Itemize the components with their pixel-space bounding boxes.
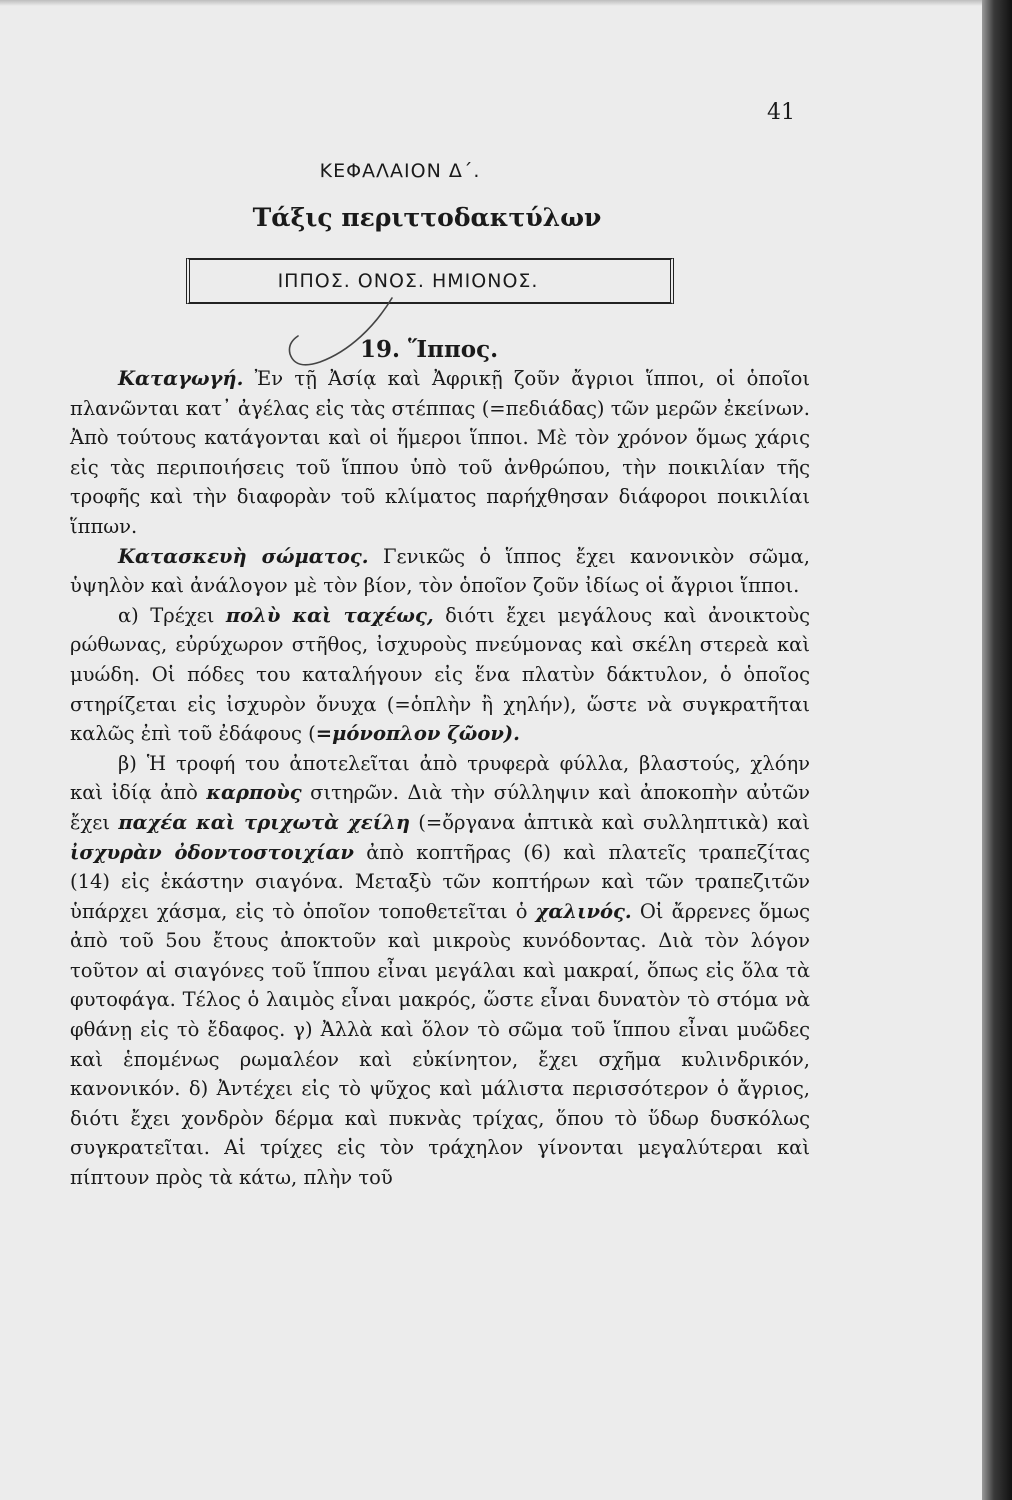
emphasis: =μόνοπλον ζῶον). [315,722,520,746]
text-run: διότι ἔχει μεγάλους καὶ ἀνοικτοὺς ρώθωνας, εὐρύχωρον στῆθος, ἰσχυροὺς πνεύμονας καὶ σκέλη στερεὰ καὶ μυώδη. Οἱ πόδες του καταλήγουν εἰς ἕνα πλατὺν δάκτυλον, ὁ ὁποῖος στηρίζεται εἰς ἰσχυρὸν ὄνυχα (=ὁπλὴν ἢ χηλήν), ὥστε νὰ συγκρατῆται καλῶς ἐπὶ τοῦ ἐδάφους ( [70,603,811,746]
emphasis: ἰσχυρὰν ὀδοντοστοιχίαν [70,840,354,864]
paragraph-feeding [70,749,810,1193]
page-top-edge [0,0,1012,6]
text-run: ἀπὸ κοπτῆρας (6) καὶ πλατεῖς τραπεζίτας (14) εἰς ἑκάστην σιαγόνα. Μεταξὺ τῶν κοπτήρων καὶ τῶν τραπεζιτῶν ὑπάρχει χάσμα, εἰς τὸ ὁποῖον τοποθετεῖται ὁ [70,840,810,923]
emphasis: παχέα καὶ τριχωτὰ χείλη [118,810,410,834]
chapter-heading: ΚΕΦΑΛΑΙΟΝ Δ΄. [319,160,481,182]
body-text [70,364,810,1193]
paragraph-head: Κατασκευὴ σώματος. [118,544,369,568]
paragraph-origin [70,364,810,542]
book-binding-shadow [982,0,1012,1500]
paragraph-running [70,601,810,749]
text-run: Οἱ ἄρρενες ὅμως ἀπὸ τοῦ 5ου ἔτους ἀποκτοῦν καὶ μικροὺς κυνόδοντας. Διὰ τὸν λόγον τοῦτον αἱ σιαγόνες τοῦ ἵππου εἶναι μεγάλαι καὶ μακραί, ὅπως εἰς ὅλα τὰ φυτοφάγα. Τέλος ὁ λαιμὸς εἶναι μακρός, ὥστε εἶναι δυνατὸν τὸ στόμα νὰ φθάνῃ εἰς τὸ ἔδαφος. γ) Ἀλλὰ καὶ ὅλον τὸ σῶμα τοῦ ἵππου εἶναι μυῶδες καὶ ἑπομένως ρωμαλέον καὶ εὐκίνητον, ἔχει σχῆμα κυλινδρικόν, κανονικόν. δ) Ἀντέχει εἰς τὸ ψῦχος καὶ μάλιστα περισσότερον ὁ ἄγριος, διότι ἔχει χονδρὸν δέρμα καὶ πυκνὰς τρίχας, ὅπου τὸ ὕδωρ δυσκόλως συγκρατεῖται. Αἱ τρίχες εἰς τὸν τράχηλον γίνονται μεγαλύτεραι καὶ πίπτουν πρὸς τὰ κάτω, πλὴν τοῦ [70,899,810,1190]
emphasis: καρποὺς [206,781,302,805]
paragraph-text: Γενικῶς ὁ ἵππος ἔχει κανονικὸν σῶμα, ὑψηλὸν καὶ ἀνάλογον μὲ τὸν βίον, τὸν ὁποῖον ζοῦν ἰδίως οἱ ἄγριοι ἵπποι. [70,544,811,598]
text-run: (=ὄργανα ἁπτικὰ καὶ συλληπτικὰ) καὶ [410,810,810,834]
emphasis: πολὺ καὶ ταχέως, [225,603,434,627]
page-number: 41 [767,100,795,125]
paragraph-body-structure [70,542,810,601]
section-box-label: ΙΠΠΟΣ. ΟΝΟΣ. ΗΜΙΟΝΟΣ. [277,270,539,292]
text-run: α) Τρέχει [118,603,226,627]
section-box [186,258,674,304]
emphasis: χαλινός. [535,899,632,923]
text-run: σιτηρῶν. Διὰ τὴν σύλληψιν καὶ ἀποκοπὴν αὐτῶν ἔχει [70,781,810,834]
order-title: Τάξις περιττοδακτύλων [252,203,602,232]
sub-heading: 19. Ἵππος. [360,336,499,363]
text-run: β) Ἡ τροφή του ἀποτελεῖται ἀπὸ τρυφερὰ φύλλα, βλαστούς, χλόην καὶ ἰδίᾳ ἀπὸ [70,751,810,805]
paragraph-text: Ἐν τῇ Ἀσίᾳ καὶ Ἀφρικῇ ζοῦν ἄγριοι ἵπποι, οἱ ὁποῖοι πλανῶνται κατ᾽ ἀγέλας εἰς τὰς στέππας (=πεδιάδας) τῶν μερῶν ἐκείνων. Ἀπὸ τούτους κατάγονται καὶ οἱ ἥμεροι ἵπποι. Μὲ τὸν χρόνον ὅμως χάρις εἰς τὰς περιποιήσεις τοῦ ἵππου ὑπὸ τοῦ ἀνθρώπου, τὴν ποικιλίαν τῆς τροφῆς καὶ τὴν διαφορὰν τοῦ κλίματος παρήχθησαν διάφοροι ποικιλίαι ἵππων. [70,367,810,538]
paragraph-head: Καταγωγή. [118,367,244,390]
